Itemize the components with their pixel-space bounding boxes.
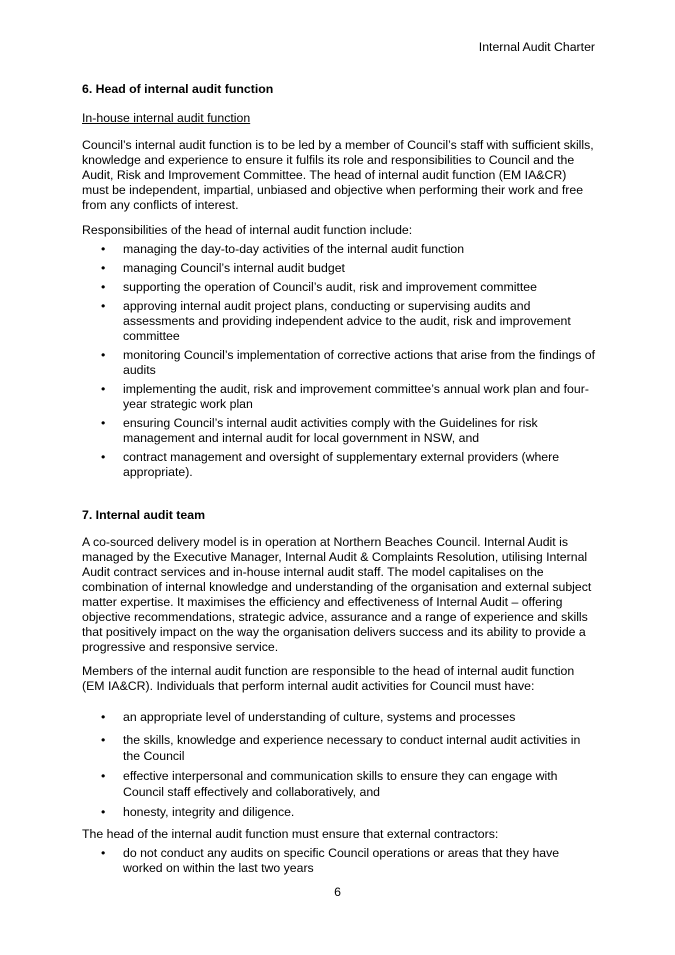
list-item: • effective interpersonal and communication skills to ensure they can engage with Council staff effectively and collaboratively, and [82, 768, 596, 800]
list-item: • monitoring Council’s implementation of corrective actions that arise from the findings of audits [82, 348, 596, 378]
section-6-subheading: In-house internal audit function [82, 111, 251, 125]
list-item: • contract management and oversight of supplementary external providers (where appropriate). [82, 450, 596, 480]
section-6-heading: 6. Head of internal audit function [82, 82, 274, 96]
section-6-list-intro: Responsibilities of the head of internal audit function include: [82, 223, 413, 237]
list-item: • ensuring Council’s internal audit activities comply with the Guidelines for risk management and internal audit for local government in NSW, and [82, 416, 596, 446]
list-item: • approving internal audit project plans, conducting or supervising audits and assessments and providing independent advice to the audit, risk and improvement committee [82, 299, 596, 344]
list-item: • do not conduct any audits on specific Council operations or areas that they have worked on within the last two years [82, 846, 596, 876]
section-6-responsibilities-list [82, 242, 596, 480]
running-header: Internal Audit Charter [478, 40, 595, 54]
section-7-heading: 7. Internal audit team [82, 508, 205, 522]
section-7-paragraph-1: A co-sourced delivery model is in operation at Northern Beaches Council. Internal Audit is managed by the Executive Manager, Internal Audit & Complaints Resolution, utilising Internal Audit contract services and in-house internal audit staff. The model capitalises on the combination of internal knowledge and understanding of the organisation and external subject matter expertise. It maximises the efficiency and effectiveness of Internal Audit – offering objective recommendations, strategic advice, assurance and a range of experience and skills that positively impact on the way the organisation delivers success and its ability to provide a progressive and responsive service. [82, 535, 592, 654]
section-7-contractor-list [82, 846, 596, 876]
list-item: • managing Council’s internal audit budget [82, 261, 596, 276]
section-6-paragraph: Council’s internal audit function is to be led by a member of Council’s staff with sufficient skills, knowledge and experience to ensure it fulfils its role and responsibilities to Council and the Audit, Risk and Improvement Committee. The head of internal audit function (EM IA&CR) must be independent, impartial, unbiased and objective when performing their work and free from any conflicts of interest. [82, 138, 594, 212]
list-item: • managing the day-to-day activities of the internal audit function [82, 242, 596, 257]
list-item: • honesty, integrity and diligence. [82, 804, 596, 820]
section-7-requirements-list [82, 709, 596, 820]
list-item: • the skills, knowledge and experience necessary to conduct internal audit activities in the Council [82, 732, 596, 764]
section-7-paragraph-3: The head of the internal audit function must ensure that external contractors: [82, 827, 499, 841]
list-item: • supporting the operation of Council’s audit, risk and improvement committee [82, 280, 596, 295]
page-number: 6 [334, 885, 341, 899]
list-item: • implementing the audit, risk and improvement committee’s annual work plan and four-year strategic work plan [82, 382, 596, 412]
list-item: • an appropriate level of understanding of culture, systems and processes [82, 709, 596, 725]
section-7-paragraph-2: Members of the internal audit function are responsible to the head of internal audit function (EM IA&CR). Individuals that perform internal audit activities for Council must have: [82, 664, 575, 693]
